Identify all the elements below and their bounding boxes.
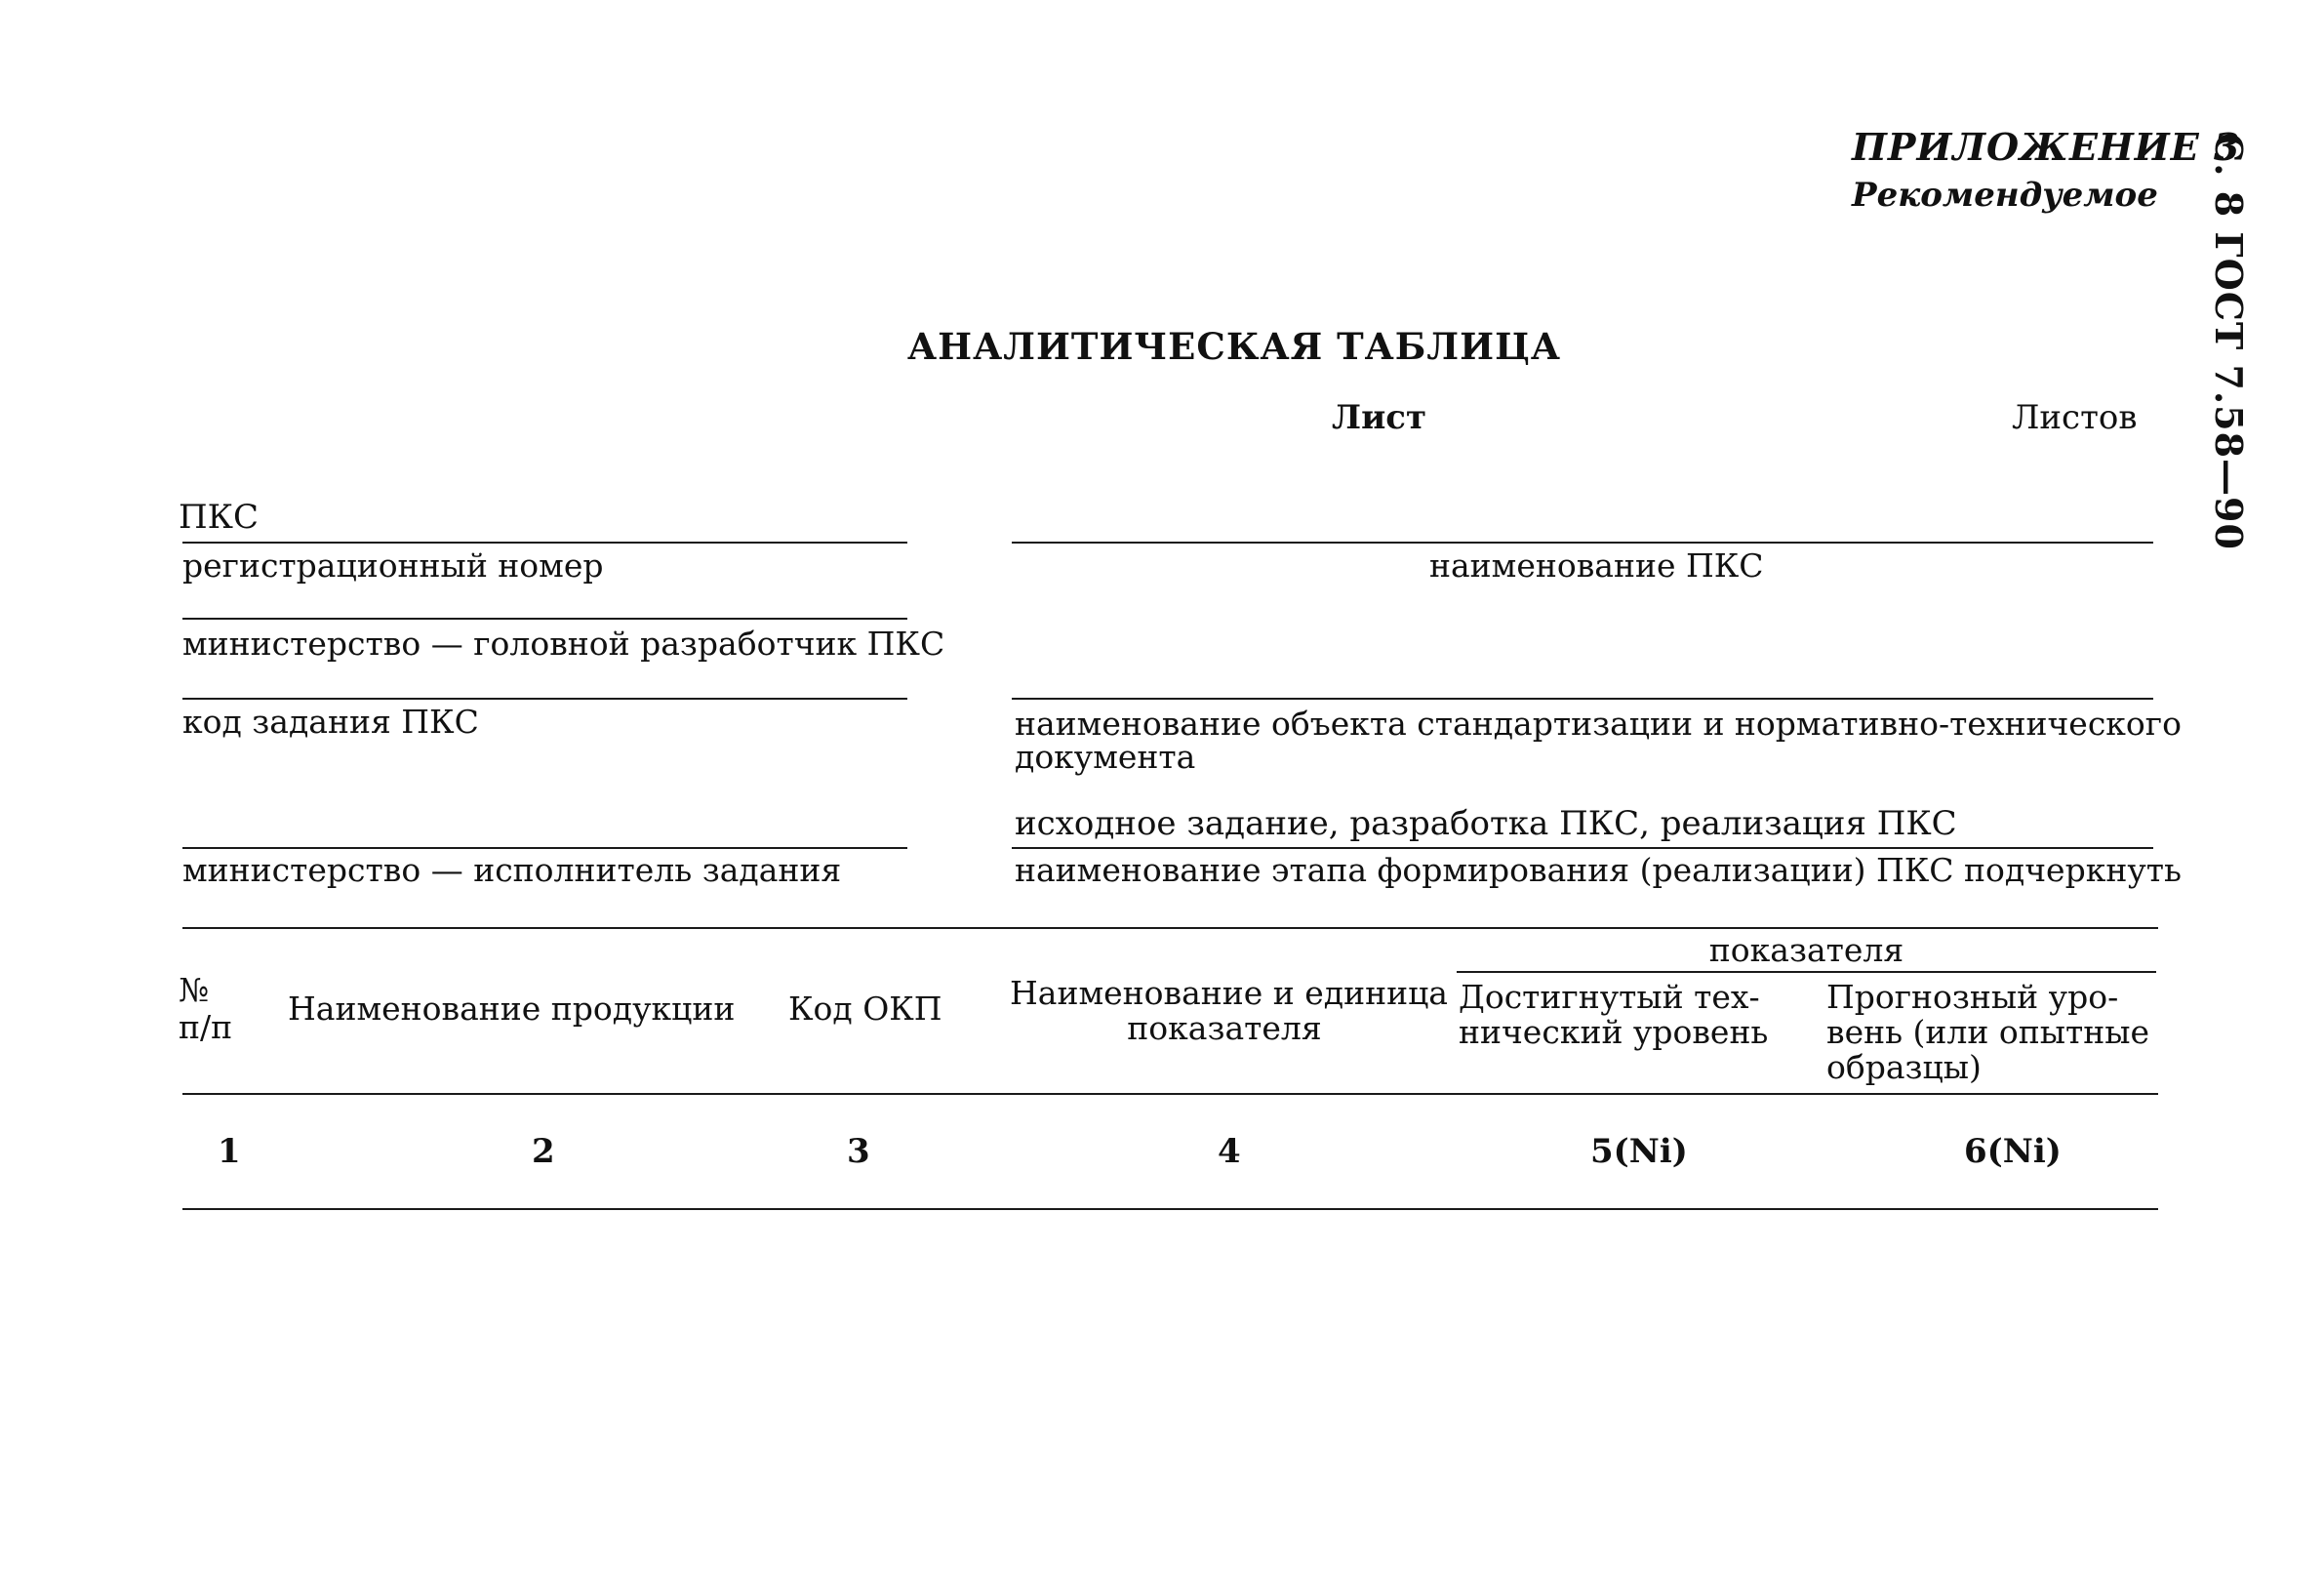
table-bottom-border [182,1208,2158,1210]
column-number-3: 3 [847,1132,870,1171]
recommended-label: Рекомендуемое [1852,176,2158,215]
column-number-4: 4 [1218,1132,1241,1171]
stages-options: исходное задание, разработка ПКС, реализация ПКС [1015,804,1957,843]
col-forecast-level-header-cont2: образцы) [1826,1048,1982,1086]
col-forecast-level-header-cont: вень (или опытные [1826,1013,2150,1051]
col-achieved-level-header: Достигнутый тех- [1459,978,1760,1016]
col-number-header: п/п [179,1008,233,1046]
stage-name-label: наименование этапа формирования (реализации) ПКС подчеркнуть [1015,851,2182,889]
page-title: АНАЛИТИЧЕСКАЯ ТАБЛИЦА [907,325,1561,368]
divider-pks-name [1012,542,2153,544]
divider-reg-number [182,542,907,544]
col-okp-code-header: Код ОКП [788,990,942,1028]
divider-object-name [1012,698,2153,700]
ministry-executor-label: министерство — исполнитель задания [182,851,842,889]
column-number-6: 6(Ni) [1964,1132,2062,1171]
appendix-label: ПРИЛОЖЕНИЕ 3 [1852,125,2241,169]
col-forecast-level-header: Прогнозный уро- [1826,978,2119,1016]
divider-stage-name [1012,847,2153,849]
object-name-label-cont: документа [1015,738,1196,776]
column-number-5: 5(Ni) [1590,1132,1688,1171]
pks-name-label: наименование ПКС [1429,546,1764,585]
col-indicator-name-header: Наименование и единица [1010,974,1448,1012]
task-code-label: код задания ПКС [182,703,479,741]
page-standard-label: С. 8 ГОСТ 7.58—90 [2207,133,2251,550]
col-product-name-header: Наименование продукции [288,990,736,1028]
ministry-developer-label: министерство — головной разработчик ПКС [182,625,945,663]
group-header-divider [1457,971,2156,973]
table-header-bottom-border [182,1093,2158,1095]
col-number-header-symbol: № [179,971,210,1009]
reg-number-label: регистрационный номер [182,546,604,585]
column-number-1: 1 [218,1132,241,1171]
sheets-label: Листов [2012,398,2138,437]
col-indicator-name-header-cont: показателя [1127,1009,1322,1047]
divider-task-code [182,698,907,700]
column-number-2: 2 [532,1132,555,1171]
sheet-label: Лист [1332,398,1427,437]
pks-label: ПКС [179,498,259,537]
divider-ministry-developer [182,618,907,620]
group-header-indicator: показателя [1708,931,1904,969]
object-name-label: наименование объекта стандартизации и нормативно-технического [1015,705,2182,743]
divider-ministry-executor [182,847,907,849]
table-top-border [182,927,2158,929]
col-achieved-level-header-cont: нический уровень [1459,1013,1769,1051]
